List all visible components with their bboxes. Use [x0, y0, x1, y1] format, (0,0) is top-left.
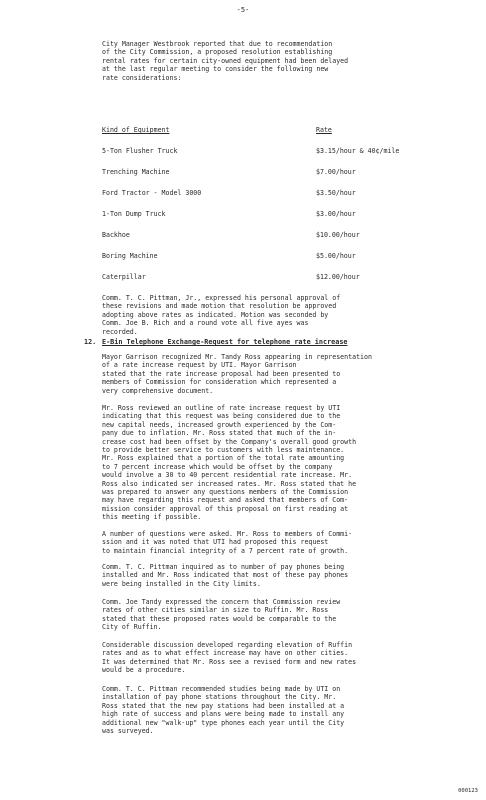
text-line: to maintain financial integrity of a 7 percent rate of growth.: [102, 546, 349, 555]
equipment-name: 1-Ton Dump Truck: [102, 210, 166, 218]
intro-paragraph: [102, 40, 420, 82]
text-line: A number of questions were asked. Mr. Ross to members of Commi-: [102, 530, 353, 538]
text-line: members of Commission for consideration which represented a: [102, 378, 337, 387]
equipment-name: Trenching Machine: [102, 168, 170, 176]
text-line: stated that the rate increase proposal had been presented to: [102, 369, 341, 378]
text-line: crease cost had been offset by the Company's overall good growth: [102, 437, 357, 446]
equipment-rate: $7.00/hour: [316, 168, 356, 176]
paragraph: [102, 530, 420, 555]
text-line: new capital needs, increased growth experienced by the Com-: [102, 420, 337, 429]
table-row: [102, 231, 422, 240]
item-number: 12.: [84, 338, 97, 346]
equipment-name: Backhoe: [102, 231, 130, 239]
column-header-rate: Rate: [316, 126, 332, 134]
text-line: at the last regular meeting to consider the following new: [102, 65, 329, 74]
text-line: adopting above rates as indicated. Motion was seconded by: [102, 310, 329, 319]
text-line: Ross also indicated ser increased rates. Mr. Ross stated that he: [102, 479, 357, 488]
table-row: [102, 168, 422, 177]
text-line: may have regarding this request and asked that members of Com-: [102, 496, 349, 505]
paragraph: [102, 563, 420, 588]
text-line: Mayor Garrison recognized Mr. Tandy Ross appearing in representation: [102, 353, 372, 361]
table-row: [102, 147, 422, 156]
paragraph: [102, 353, 420, 395]
text-line: this meeting if possible.: [102, 513, 202, 522]
text-line: were being installed in the City limits.: [102, 579, 261, 588]
text-line: was prepared to answer any questions members of the Commission: [102, 487, 349, 496]
equipment-name: Boring Machine: [102, 252, 158, 260]
text-line: these revisions and made motion that resolution be approved: [102, 302, 337, 311]
equipment-rate: $10.00/hour: [316, 231, 360, 239]
text-line: It was determined that Mr. Ross see a revised form and new rates: [102, 657, 357, 666]
text-line: would be a procedure.: [102, 666, 186, 675]
equipment-name: Caterpillar: [102, 273, 146, 281]
equipment-rate: $12.00/hour: [316, 273, 360, 281]
text-line: Considerable discussion developed regarding elevation of Ruffin: [102, 641, 353, 649]
text-line: City Manager Westbrook reported that due to recommendation: [102, 40, 333, 48]
paragraph: [102, 404, 420, 521]
table-row: [102, 273, 422, 282]
table-row: [102, 210, 422, 219]
page-number: -5-: [236, 6, 250, 14]
table-row: [102, 252, 422, 261]
text-line: was surveyed.: [102, 726, 154, 735]
equipment-rate: $3.15/hour & 40¢/mile: [316, 147, 400, 155]
equipment-header-row: [102, 126, 422, 135]
equipment-rate: $3.00/hour: [316, 210, 356, 218]
text-line: Comm. T. C. Pittman inquired as to number of pay phones being: [102, 563, 345, 571]
text-line: of a rate increase request by UTI. Mayor Garrison: [102, 361, 297, 370]
text-line: mission consider approval of this proposal on first reading at: [102, 504, 349, 513]
text-line: high rate of success and plans were being made to install any: [102, 710, 345, 719]
item-title: E-Bin Telephone Exchange-Request for telephone rate increase: [102, 338, 348, 346]
text-line: Comm. T. C. Pittman, Jr., expressed his personal approval of: [102, 294, 341, 302]
text-line: City of Ruffin.: [102, 623, 162, 632]
text-line: rates of other cities similar in size to Ruffin. Mr. Ross: [102, 606, 329, 615]
text-line: ssion and it was noted that UTI had proposed this request: [102, 538, 329, 547]
equipment-rate: $3.50/hour: [316, 189, 356, 197]
text-line: rental rates for certain city-owned equipment had been delayed: [102, 56, 349, 65]
text-line: of the City Commission, a proposed resolution establishing: [102, 48, 333, 57]
text-line: rates and as to what effect increase may have on other cities.: [102, 649, 349, 658]
page-footer-code: 000123: [458, 788, 478, 794]
paragraph: [102, 641, 420, 675]
text-line: to provide better service to customers with less maintenance.: [102, 445, 345, 454]
motion-paragraph: [102, 294, 420, 336]
column-header-equipment: Kind of Equipment: [102, 126, 170, 134]
equipment-rate: $5.00/hour: [316, 252, 356, 260]
text-line: additional new "walk-up" type phones each year until the City: [102, 718, 345, 727]
equipment-name: Ford Tractor - Model 3000: [102, 189, 202, 197]
text-line: installation of pay phone stations throughout the City. Mr.: [102, 693, 337, 702]
text-line: Mr. Ross reviewed an outline of rate increase request by UTI: [102, 404, 341, 412]
text-line: recorded.: [102, 327, 138, 336]
text-line: installed and Mr. Ross indicated that most of these pay phones: [102, 571, 349, 580]
text-line: very comprehensive document.: [102, 386, 214, 395]
paragraph: [102, 685, 420, 735]
paragraph: [102, 598, 420, 632]
text-line: Ross stated that the new pay stations had been installed at a: [102, 701, 345, 710]
text-line: pany due to inflation. Mr. Ross stated that much of the in-: [102, 429, 337, 438]
text-line: indicating that this request was being considered due to the: [102, 412, 341, 421]
text-line: rate considerations:: [102, 73, 182, 82]
text-line: would involve a 30 to 40 percent residential rate increase. Mr.: [102, 471, 353, 480]
text-line: Comm. Joe B. Rich and a round vote all five ayes was: [102, 319, 309, 328]
text-line: to 7 percent increase which would be offset by the company: [102, 462, 333, 471]
text-line: stated that these proposed rates would be comparable to the: [102, 614, 337, 623]
text-line: Comm. T. C. Pittman recommended studies being made by UTI on: [102, 685, 341, 693]
equipment-name: 5-Ton Flusher Truck: [102, 147, 178, 155]
text-line: Comm. Joe Tandy expressed the concern that Commission review: [102, 598, 341, 606]
table-row: [102, 189, 422, 198]
text-line: Mr. Ross explained that a portion of the total rate amounting: [102, 454, 345, 463]
